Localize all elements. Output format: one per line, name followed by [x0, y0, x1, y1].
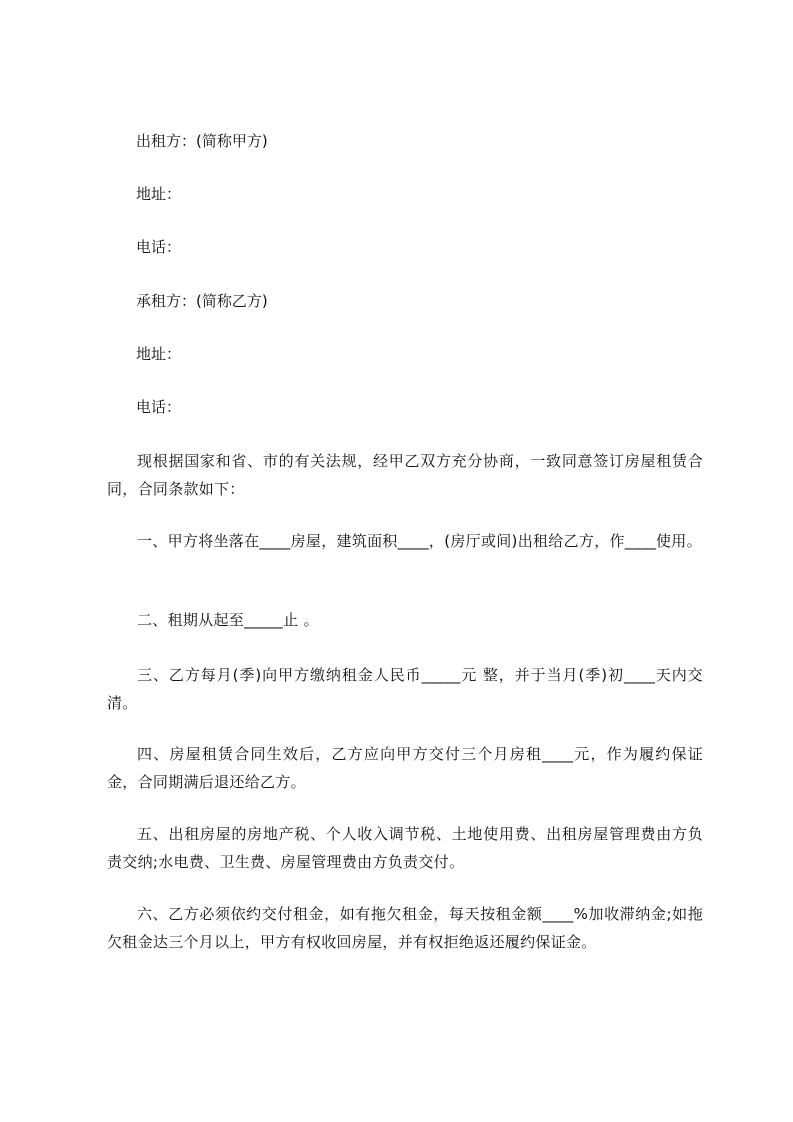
clause-2: 二、租期从起至_____止 。	[137, 611, 319, 629]
clause-5: 五、出租房屋的房地产税、个人收入调节税、土地使用费、出租房屋管理费由方负责交纳;水电费、卫生费、房屋管理费由方负责交付。	[107, 825, 703, 871]
clause-4: 四、房屋租赁合同生效后，乙方应向甲方交付三个月房租____元，作为履约保证金，合同期满后退还给乙方。	[107, 745, 703, 791]
clause-6: 六、乙方必须依约交付租金，如有拖欠租金，每天按租金额____%加收滞纳金;如拖欠租金达三个月以上，甲方有权收回房屋，并有权拒绝返还履约保证金。	[107, 905, 703, 951]
lessor-label: 出租方：(简称甲方)	[136, 132, 268, 150]
intro-paragraph: 现根据国家和省、市的有关法规，经甲乙双方充分协商，一致同意签订房屋租赁合同，合同条款如下：	[107, 452, 703, 498]
clause-3: 三、乙方每月(季)向甲方缴纳租金人民币_____元 整，并于当月(季)初____天内交清。	[107, 666, 703, 712]
lessee-phone-label: 电话：	[136, 398, 182, 416]
lessor-phone-label: 电话：	[136, 238, 182, 256]
lessor-address-label: 地址：	[136, 185, 182, 203]
lessee-label: 承租方：(简称乙方)	[136, 292, 268, 310]
clause-1: 一、甲方将坐落在____房屋，建筑面积____，(房厅或间)出租给乙方，作____使用。	[137, 532, 702, 550]
lessee-address-label: 地址：	[136, 345, 182, 363]
